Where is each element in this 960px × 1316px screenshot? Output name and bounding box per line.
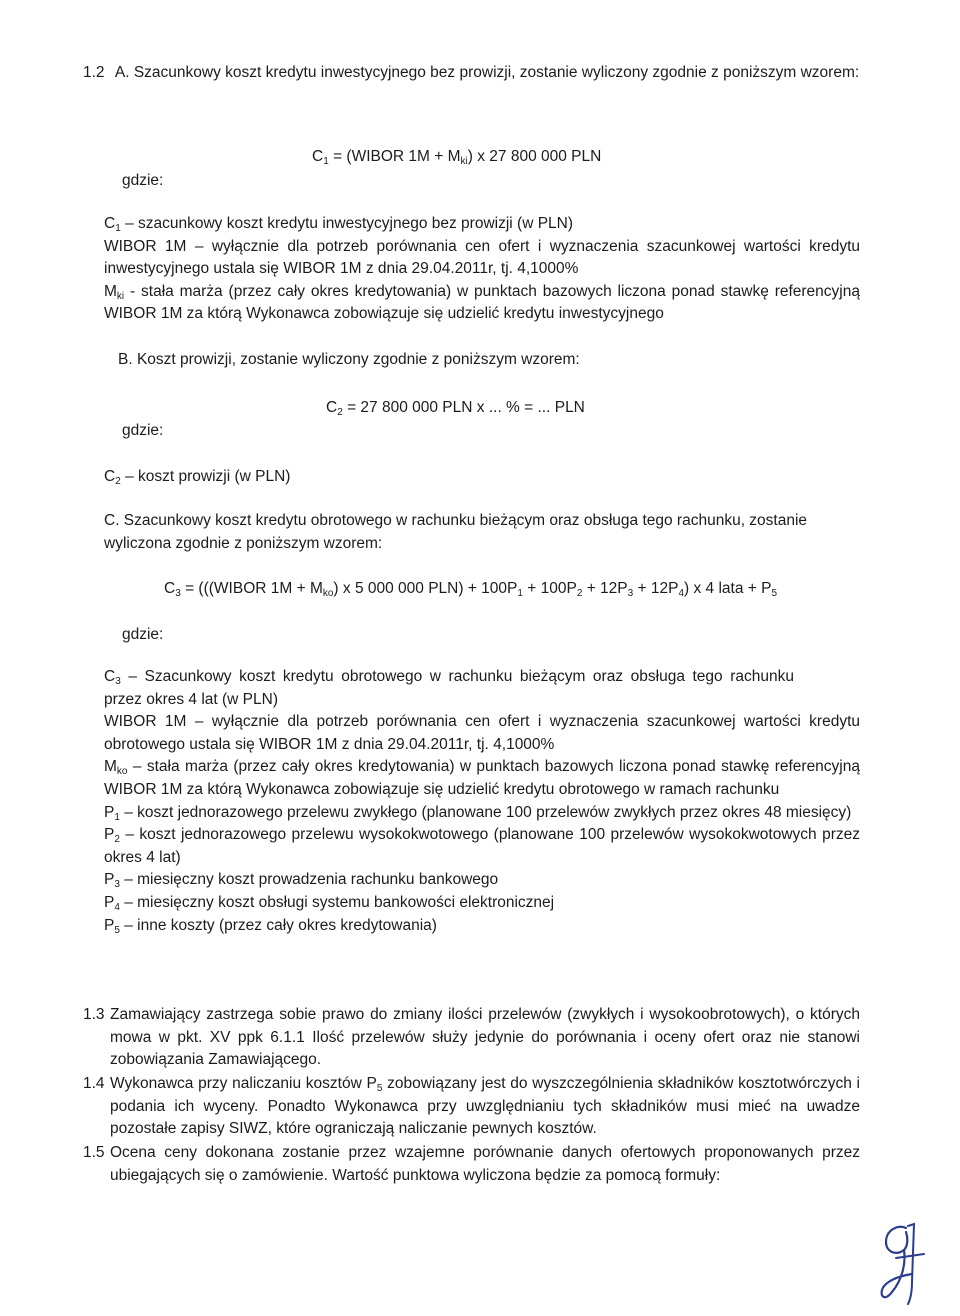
gdzie-label: gdzie: [122,626,164,643]
def-p4 [104,892,860,915]
formula-subscript: 3 [175,588,181,599]
definitions-a [104,213,860,326]
section-text: Zamawiający zastrzega sobie prawo do zmiany ilości przelewów (zwykłych i wysokoobrotowych), o których mowa w pkt. XV ppk 6.1.1 Ilość przelewów służy jedynie do porównania i oceny ofert oraz nie stanowi zobowiązania Zamawiającego. [110,1006,860,1069]
formula-symbol: C [326,399,338,416]
formula-c3 [164,578,777,601]
def-text: – Szacunkowy koszt kredytu obrotowego w rachunku bieżącym oraz obsługa tego rachunku przez okres 4 lat (w PLN) [104,668,794,708]
def-mko [104,756,860,801]
def-subscript: 3 [115,676,121,687]
formula-subscript: 5 [771,588,778,599]
formula-text: ) x 4 lata + P [684,580,772,597]
def-wibor: WIBOR 1M – wyłącznie dla potrzeb porównania cen ofert i wyznaczenia szacunkowej wartości kredytu inwestycyjnego ustala się WIBOR 1M z dnia 29.04.2011r, tj. 4,1000% [104,237,860,278]
def-subscript: 5 [114,924,120,936]
section-c-intro: C. Szacunkowy koszt kredytu obrotowego w rachunku bieżącym oraz obsługa tego rachunku, zostanie wyliczona zgodnie z poniższym wzorem: [104,512,808,552]
def-c1 [104,213,860,236]
section-b-intro: B. Koszt prowizji, zostanie wyliczony zgodnie z poniższym wzorem: [118,351,580,368]
signature-stroke [896,1254,924,1258]
gdzie-label: gdzie: [122,172,164,189]
def-symbol: P [104,916,115,934]
def-subscript: 4 [114,901,120,913]
def-subscript: 1 [114,811,120,823]
formula-text: C [164,580,176,597]
def-symbol: P [104,803,115,821]
formula-subscript: ko [322,588,334,599]
section-1-2-a-intro [83,62,903,85]
def-text: - stała marża (przez cały okres kredytowania) w punktach bazowych liczona ponad stawkę referencyjną WIBOR 1M za którą Wykonawca zobowiązuje się udzielić kredytu inwestycyjnego [104,282,860,323]
formula-text: + 100P [522,580,577,597]
gdzie-label: gdzie: [122,422,164,439]
def-text: – inne koszty (przez cały okres kredytowania) [119,916,437,934]
def-symbol: C [104,468,116,485]
def-text: – miesięczny koszt obsługi systemu bankowości elektronicznej [119,893,555,911]
formula-c2 [326,397,585,420]
text-part: Wykonawca przy naliczaniu kosztów P [110,1075,377,1092]
def-symbol: P [104,871,115,889]
section-number: 1.3 [83,1006,105,1023]
section-number: 1.5 [83,1144,105,1161]
formula-subscript: 2 [576,588,583,599]
formula-text: = (((WIBOR 1M + M [180,580,323,597]
formula-symbol: C [312,148,324,165]
formula-subscript: ki [460,156,468,167]
def-subscript: ko [116,766,128,778]
def-subscript: 2 [115,476,121,487]
def-p2 [104,824,860,869]
formula-text: ) x 27 800 000 PLN [467,148,602,165]
formula-subscript: 1 [517,588,523,599]
subscript: 5 [376,1083,383,1094]
formula-text: = 27 800 000 PLN x ... % = ... PLN [342,399,585,416]
section-1-4 [83,1073,860,1141]
signature-stroke [908,1224,914,1304]
def-symbol: P [104,826,115,844]
section-text: Ocena ceny dokonana zostanie przez wzajemne porównanie danych ofertowych proponowanych przez ubiegających się o zamówienie. Wartość punktowa wyliczona będzie za pomocą formuły: [110,1144,860,1184]
formula-text: ) x 5 000 000 PLN) + 100P [333,580,518,597]
def-p5 [104,915,860,938]
def-c3 [104,666,794,711]
def-symbol: M [104,758,117,776]
section-number: 1.2 [83,64,105,81]
def-text: – szacunkowy koszt kredytu inwestycyjnego bez prowizji (w PLN) [120,215,574,232]
formula-subscript: 1 [323,156,329,167]
formula-text: = (WIBOR 1M + M [328,148,461,165]
def-subscript: 2 [114,834,120,846]
def-text: – koszt jednorazowego przelewu zwykłego (planowane 100 przelewów zwykłych przez okres 48 miesięcy) [119,803,852,821]
def-symbol: P [104,893,115,911]
def-subscript: ki [116,290,125,302]
formula-subscript: 3 [627,588,634,599]
def-symbol: M [104,282,117,300]
def-text: – koszt jednorazowego przelewu wysokokwotowego (planowane 100 przelewów wysokokwotowych przez okres 4 lat) [104,826,860,866]
intro-text: A. Szacunkowy koszt kredytu inwestycyjnego bez prowizji, zostanie wyliczony zgodnie z poniższym wzorem: [114,64,860,81]
formula-subscript: 4 [678,588,685,599]
def-wibor: WIBOR 1M – wyłącznie dla potrzeb porównania cen ofert i wyznaczenia szacunkowej wartości kredytu obrotowego ustala się WIBOR 1M z dnia 29.04.2011r, tj. 4,1000% [104,713,860,753]
section-1-5 [83,1142,860,1187]
section-number: 1.4 [83,1075,105,1092]
section-text [110,1073,860,1141]
def-symbol: C [104,215,116,232]
def-text: – stała marża (przez cały okres kredytowania) w punktach bazowych liczona ponad stawkę referencyjną WIBOR 1M za którą Wykonawca zobowiązuje się udzielić kredytu obrotowego w ramach rachunku [104,758,860,798]
formula-text: + 12P [633,580,679,597]
def-symbol: C [104,668,116,685]
section-1-3 [83,1004,860,1072]
def-subscript: 3 [114,879,120,891]
def-p1 [104,802,860,825]
formula-text: + 12P [582,580,628,597]
formula-c1 [312,146,601,169]
text-part: zobowiązany jest do wyszczególnienia składników kosztotwórczych i podania ich wyceny. Ponadto Wykonawca przy uwzględnianiu tych składników musi mieć na uwadze pozostałe zapisy SIWZ, które ograniczają naliczanie pewnych kosztów. [110,1075,860,1138]
handwritten-signature-icon [868,1222,940,1306]
def-mki [104,281,860,326]
formula-subscript: 2 [337,407,343,418]
def-text: – koszt prowizji (w PLN) [120,468,291,485]
definitions-c [104,666,860,937]
def-text: – miesięczny koszt prowadzenia rachunku bankowego [119,871,499,889]
def-subscript: 1 [115,223,121,234]
def-p3 [104,869,860,892]
def-c2 [104,466,290,489]
